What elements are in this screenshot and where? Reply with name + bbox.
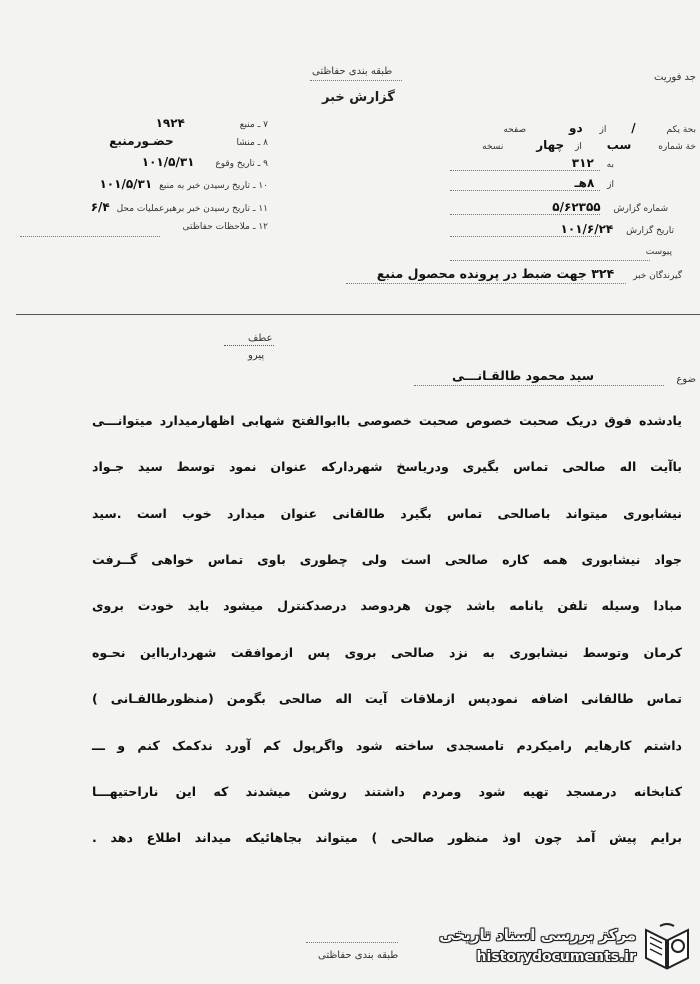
page-field: بحة يكم / از دو صفحه — [503, 121, 696, 135]
report-date-field: تاریخ گزارش ۱۰۱/۶/۲۴ — [560, 222, 674, 236]
to-field: به ۳۱۲ — [571, 156, 614, 170]
body-line: تماس طالقانی اضافه نمودپس ازملاقات آیت اله صالحی بگومن (منظورطالقـانی ) — [92, 691, 682, 706]
from-field: از ۸هـ — [574, 176, 614, 190]
body-line: کتابخانه درمسجد تهیه شود ومردم داشتند روشن میشدند كه این ناراحتیهـــا — [92, 784, 682, 799]
report-date-rule — [450, 236, 600, 237]
urgency-label: جد فوریت — [654, 72, 696, 83]
body-line: داشتم کارهایم رامیکردم تامسجدی ساخته شود واگرپول کم آورد ندکمک کنم و ـــ — [92, 738, 682, 753]
received-by-operations-field: ۱۱ ـ تاریخ رسیدن خبر برهبرعملیات محل ۶/۴ — [90, 200, 268, 214]
copy-field: خة شماره سب از چهار نسخه — [482, 138, 696, 152]
body-line: نیشابوری میتواند باصالحی تماس بگیرد طالقانی عنوان میدارد خوب است .سید — [92, 506, 682, 521]
footer-rule — [306, 942, 398, 943]
to-field-rule — [450, 170, 600, 171]
body-line: کرمان وتوسط نیشابوری به نزد صالحی بروی پس ازموافقت شهرداربااین نحـوه — [92, 645, 682, 660]
attachment-rule — [450, 260, 650, 261]
watermark-title: مرکز بررسی اسناد تاریخی — [439, 926, 636, 944]
followup-label: پیرو — [248, 350, 265, 361]
classification-top: طبقه بندی حفاظتی — [312, 66, 393, 77]
archive-logo-icon — [640, 922, 694, 972]
source-field: ۷ ـ منبع ۱۹۲۴ — [155, 116, 268, 130]
security-notes-rule — [20, 236, 160, 237]
recipients-rule — [346, 283, 626, 284]
body-line: مبادا وسیله تلفن یانامه باشد چون هردوصد درصدکنترل میشود باید خودت بروی — [92, 598, 682, 613]
attachment-field: پیوست — [645, 247, 672, 257]
report-number-field: شماره گزارش ۵/۶۲۳۵۵ — [552, 200, 668, 214]
body-line: جواد نیشابوری همه کاره صالحی است ولی چطوری باوی تماس خواهی گــرفت — [92, 552, 682, 567]
from-field-rule — [450, 190, 600, 191]
watermark-url: historydocuments.ir — [476, 949, 636, 965]
origin-field: ۸ ـ منشا حضـورمنبع — [109, 134, 268, 148]
reference-rule — [224, 345, 274, 346]
security-notes-field: ۱۲ ـ ملاحظات حفاظتی — [182, 222, 268, 232]
recipients-field: گیرندگان خبر ۳۲۴ جهت ضبط در پرونده محصول منبع — [376, 266, 682, 281]
subject-rule — [414, 385, 664, 386]
subject-label: ضوع — [676, 374, 696, 385]
classification-underline — [310, 80, 402, 81]
report-title: گزارش خبر — [322, 90, 395, 105]
body-line: برایم پیش آمد چون اوذ منظور صالحی ) میتواند بجاهائیکه میداند اطلاع دهد . — [92, 830, 682, 845]
subject-value: سید محمود طالقـانـــی — [452, 368, 594, 383]
body-line: باآیت اله صالحی تماس بگیری ودریاسخ شهرداركه عنوان نمود توسط سید جـواد — [92, 459, 682, 474]
reference-label: عطف — [248, 333, 273, 344]
archive-watermark — [432, 922, 696, 972]
body-line: یادشده فوق دریک صحبت خصوص صحبت خصوصی باابوالفتح شهابی اظهارمیدارد میتوانـــی — [92, 413, 682, 428]
occurrence-date-field: ۹ ـ تاریخ وقوع ۱۰۱/۵/۳۱ — [141, 155, 268, 169]
header-divider — [16, 314, 700, 315]
classification-bottom: طبقه بندی حفاظتی — [318, 950, 399, 961]
report-number-rule — [450, 214, 600, 215]
received-by-source-field: ۱۰ ـ تاریخ رسیدن خبر به منبع ۱۰۱/۵/۳۱ — [99, 177, 268, 191]
